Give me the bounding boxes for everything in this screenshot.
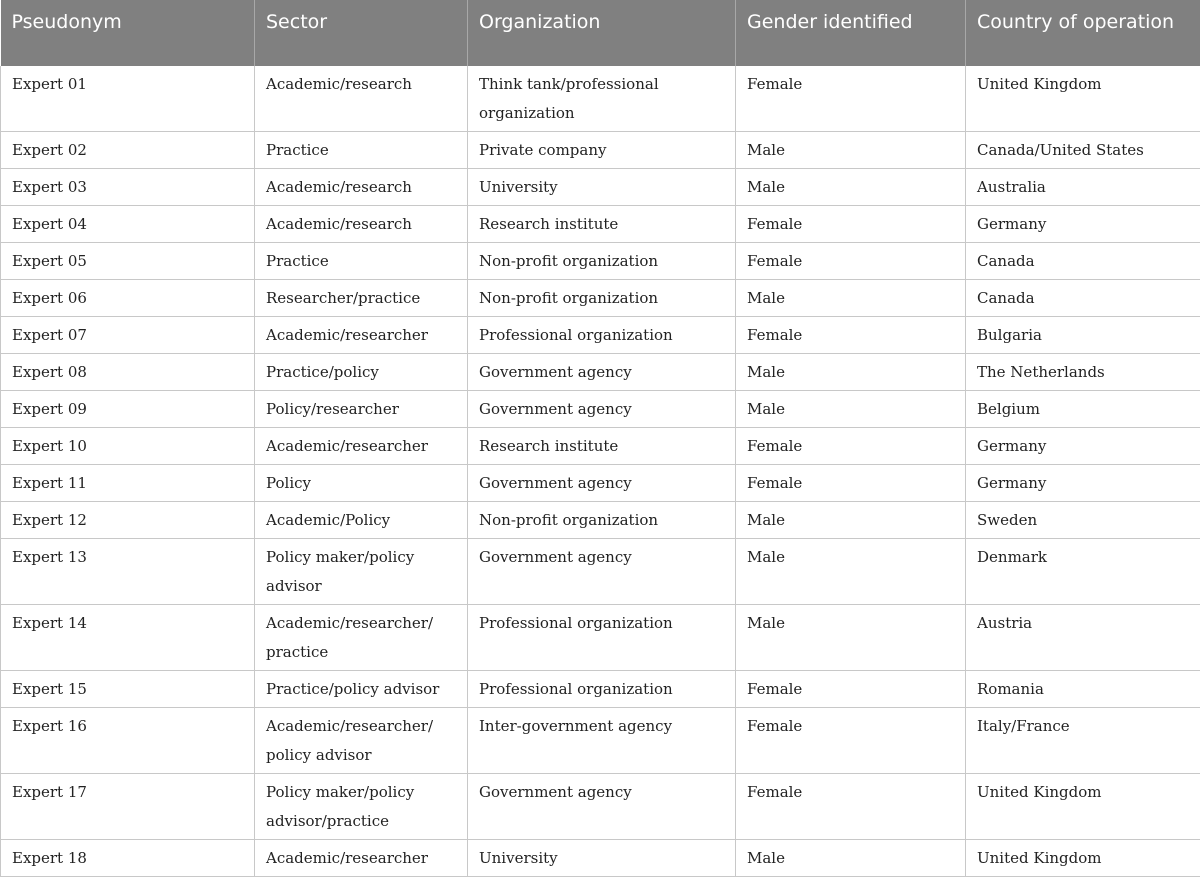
cell-gender: Female: [736, 243, 966, 280]
cell-country: Sweden: [966, 502, 1200, 539]
cell-organization: Government agency: [468, 391, 736, 428]
cell-sector: Academic/research: [255, 206, 468, 243]
cell-pseudonym: Expert 06: [1, 280, 255, 317]
cell-country: United Kingdom: [966, 774, 1200, 840]
table-row: [1, 66, 1200, 132]
cell-gender: Male: [736, 391, 966, 428]
table-header: [1, 0, 1200, 66]
table-row: [1, 840, 1200, 877]
table-row: [1, 465, 1200, 502]
cell-gender: Male: [736, 605, 966, 671]
cell-gender: Male: [736, 280, 966, 317]
cell-organization: University: [468, 840, 736, 877]
cell-country: Germany: [966, 206, 1200, 243]
cell-country: Canada: [966, 243, 1200, 280]
header-gender: Gender identified: [736, 0, 966, 66]
cell-sector: Academic/researcher/ practice: [255, 605, 468, 671]
header-sector: Sector: [255, 0, 468, 66]
cell-sector: Researcher/practice: [255, 280, 468, 317]
cell-pseudonym: Expert 13: [1, 539, 255, 605]
cell-sector: Policy maker/policy advisor: [255, 539, 468, 605]
cell-sector: Policy maker/policy advisor/practice: [255, 774, 468, 840]
table-row: [1, 280, 1200, 317]
cell-pseudonym: Expert 15: [1, 671, 255, 708]
cell-pseudonym: Expert 07: [1, 317, 255, 354]
cell-gender: Male: [736, 354, 966, 391]
table-row: [1, 502, 1200, 539]
cell-pseudonym: Expert 18: [1, 840, 255, 877]
table-row: [1, 243, 1200, 280]
cell-organization: Government agency: [468, 354, 736, 391]
table-row: [1, 317, 1200, 354]
table-row: [1, 132, 1200, 169]
cell-country: Italy/France: [966, 708, 1200, 774]
cell-pseudonym: Expert 17: [1, 774, 255, 840]
cell-pseudonym: Expert 01: [1, 66, 255, 132]
cell-country: Bulgaria: [966, 317, 1200, 354]
cell-organization: Non-profit organization: [468, 243, 736, 280]
table-row: [1, 708, 1200, 774]
cell-country: The Netherlands: [966, 354, 1200, 391]
cell-pseudonym: Expert 16: [1, 708, 255, 774]
table-row: [1, 354, 1200, 391]
cell-sector: Academic/researcher: [255, 317, 468, 354]
cell-gender: Female: [736, 66, 966, 132]
cell-sector: Academic/research: [255, 169, 468, 206]
cell-organization: Professional organization: [468, 671, 736, 708]
cell-country: Romania: [966, 671, 1200, 708]
cell-gender: Female: [736, 465, 966, 502]
cell-pseudonym: Expert 02: [1, 132, 255, 169]
cell-country: Belgium: [966, 391, 1200, 428]
table-row: [1, 774, 1200, 840]
cell-gender: Male: [736, 502, 966, 539]
cell-country: Denmark: [966, 539, 1200, 605]
cell-sector: Academic/research: [255, 66, 468, 132]
cell-sector: Academic/Policy: [255, 502, 468, 539]
cell-gender: Female: [736, 317, 966, 354]
cell-country: Germany: [966, 428, 1200, 465]
table-row: [1, 605, 1200, 671]
cell-country: United Kingdom: [966, 840, 1200, 877]
table-row: [1, 671, 1200, 708]
table-row: [1, 391, 1200, 428]
header-organization: Organization: [468, 0, 736, 66]
cell-organization: Government agency: [468, 539, 736, 605]
cell-sector: Policy: [255, 465, 468, 502]
cell-pseudonym: Expert 14: [1, 605, 255, 671]
cell-country: Austria: [966, 605, 1200, 671]
cell-organization: Non-profit organization: [468, 280, 736, 317]
cell-country: Australia: [966, 169, 1200, 206]
cell-organization: Inter-government agency: [468, 708, 736, 774]
cell-gender: Female: [736, 774, 966, 840]
cell-gender: Female: [736, 428, 966, 465]
header-pseudonym: Pseudonym: [1, 0, 255, 66]
cell-organization: Professional organization: [468, 317, 736, 354]
cell-sector: Practice/policy: [255, 354, 468, 391]
cell-sector: Academic/researcher/ policy advisor: [255, 708, 468, 774]
cell-sector: Academic/researcher: [255, 428, 468, 465]
cell-sector: Academic/researcher: [255, 840, 468, 877]
cell-organization: Non-profit organization: [468, 502, 736, 539]
cell-organization: Research institute: [468, 428, 736, 465]
cell-gender: Female: [736, 708, 966, 774]
table-row: [1, 169, 1200, 206]
cell-gender: Male: [736, 539, 966, 605]
cell-gender: Female: [736, 206, 966, 243]
cell-pseudonym: Expert 09: [1, 391, 255, 428]
cell-organization: Government agency: [468, 774, 736, 840]
cell-country: United Kingdom: [966, 66, 1200, 132]
cell-gender: Male: [736, 132, 966, 169]
cell-organization: Research institute: [468, 206, 736, 243]
cell-country: Canada: [966, 280, 1200, 317]
cell-gender: Female: [736, 671, 966, 708]
header-country: Country of operation: [966, 0, 1200, 66]
cell-sector: Practice: [255, 243, 468, 280]
cell-pseudonym: Expert 03: [1, 169, 255, 206]
cell-organization: Think tank/professional organization: [468, 66, 736, 132]
cell-organization: University: [468, 169, 736, 206]
cell-country: Canada/United States: [966, 132, 1200, 169]
cell-organization: Private company: [468, 132, 736, 169]
cell-sector: Policy/researcher: [255, 391, 468, 428]
header-row: [1, 0, 1200, 66]
cell-organization: Professional organization: [468, 605, 736, 671]
table-body: [1, 66, 1200, 877]
cell-pseudonym: Expert 08: [1, 354, 255, 391]
cell-sector: Practice/policy advisor: [255, 671, 468, 708]
cell-sector: Practice: [255, 132, 468, 169]
table-row: [1, 539, 1200, 605]
cell-organization: Government agency: [468, 465, 736, 502]
cell-pseudonym: Expert 10: [1, 428, 255, 465]
table-row: [1, 206, 1200, 243]
cell-gender: Male: [736, 840, 966, 877]
cell-pseudonym: Expert 04: [1, 206, 255, 243]
cell-pseudonym: Expert 11: [1, 465, 255, 502]
cell-gender: Male: [736, 169, 966, 206]
cell-pseudonym: Expert 05: [1, 243, 255, 280]
cell-pseudonym: Expert 12: [1, 502, 255, 539]
table-row: [1, 428, 1200, 465]
cell-country: Germany: [966, 465, 1200, 502]
